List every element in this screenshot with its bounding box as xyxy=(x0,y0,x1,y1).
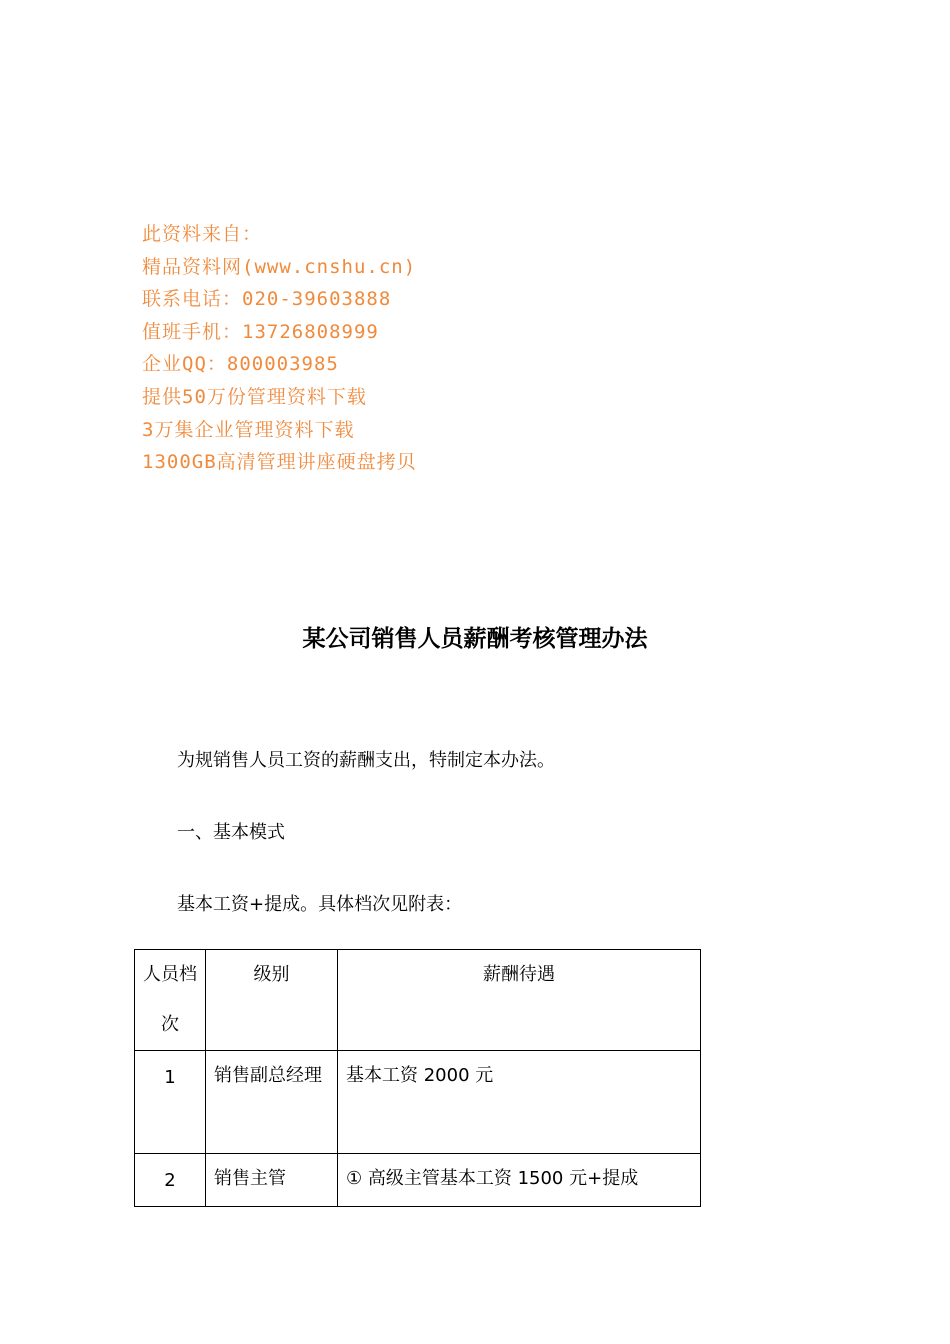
promo-line: 企业QQ：800003985 xyxy=(142,353,339,376)
header-cell-pay: 薪酬待遇 xyxy=(338,950,701,1051)
header-cell-level: 人员档次 xyxy=(135,950,206,1051)
cell-pay: 基本工资 2000 元 xyxy=(338,1051,701,1154)
promo-block xyxy=(142,218,417,479)
table-row xyxy=(135,1154,701,1207)
promo-line: 精品资料网(www.cnshu.cn) xyxy=(142,255,417,278)
intro-paragraph: 为规销售人员工资的薪酬支出，特制定本办法。 xyxy=(177,750,555,771)
cell-level: 2 xyxy=(135,1154,206,1207)
promo-line: 此资料来自： xyxy=(142,223,263,245)
cell-pay: ① 高级主管基本工资 1500 元+提成 xyxy=(338,1154,701,1207)
document-title: 某公司销售人员薪酬考核管理办法 xyxy=(302,626,648,652)
cell-rank: 销售主管 xyxy=(206,1154,338,1207)
promo-line: 3万集企业管理资料下载 xyxy=(142,418,355,441)
header-cell-rank: 级别 xyxy=(206,950,338,1051)
section-text: 基本工资+提成。具体档次见附表： xyxy=(177,894,463,915)
cell-rank: 销售副总经理 xyxy=(206,1051,338,1154)
promo-line: 提供50万份管理资料下载 xyxy=(142,385,367,408)
promo-line: 联系电话：020-39603888 xyxy=(142,288,392,311)
promo-line: 1300GB高清管理讲座硬盘拷贝 xyxy=(142,451,417,474)
table-header-row xyxy=(135,950,701,1051)
cell-level: 1 xyxy=(135,1051,206,1154)
promo-line: 值班手机：13726808999 xyxy=(142,320,379,343)
section-heading: 一、基本模式 xyxy=(177,822,285,843)
table-row xyxy=(135,1051,701,1154)
salary-table xyxy=(134,949,701,1207)
